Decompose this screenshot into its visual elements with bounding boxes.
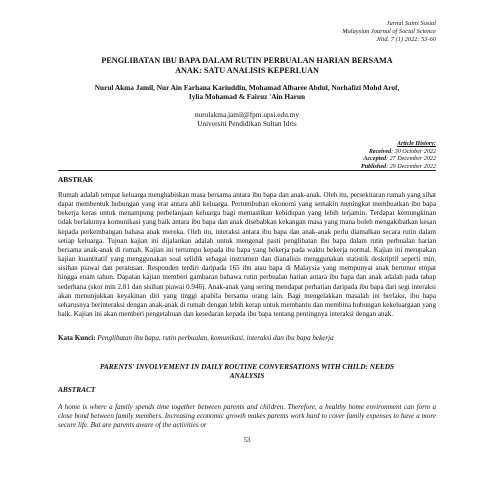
abstract-heading: ABSTRACT: [58, 385, 96, 394]
page-number: 53: [243, 436, 251, 444]
history-accepted: [361, 156, 436, 164]
abstrak-body: Rumah adalah tempat keluarga menghabiskan masa bersama antara ibu bapa dan anak-anak. Oleh itu, persekitaran rumah yang sihat dapat membentuk hubungan yang erat antara ahli keluarga. Pertumbuhan ekonomi yang semakin meningkat membuatkan ibu bapa bekerja keras untuk menampung perbelanjaan keluarga bagi memastikan kehidupan yang lebih terjamin. Terdapat kemungkinan tidak berlakunya komunikasi yang baik antara ibu bapa dan anak disebabkan kekangan masa yang mana boleh mengakibatkan kesan kepada perkembangan bahasa anak mereka. Oleh itu, interaksi antara ibu bapa dan anak-anak perlu diamalkan secara rutin dalam setiap keluarga. Tujuan kajian ini dijalankan adalah untuk mengenal pasti penglibatan ibu bapa dalam rutin perbualan harian bersama anak-anak di rumah. Kajian ini tertumpu kepada ibu bapa yang bekerja pada waktu bekerja normal. Kajian ini merupakan kajian kuantitatif yang menggunakan soal selidik sebagai instrumen dan dianalisis menggunakan statistik deskriptif seperti min, sisihan piawai dan peratusan. Responden terdiri daripada 165 ibu atau bapa di Malaysia yang mempunyai anak berumur empat hingga enam tahun. Dapatan kajian memberi gambaran bahawa rutin perbualan harian antara ibu bapa dan anak adalah pada tahap sederhana (skor min 2.81 dan sisihan piawai 0.946). Anak-anak yang sering mendapat perhatian daripada ibu bapa dari segi interaksi akan menunjukkan keyakinan diri yang tinggi apabila bersama orang lain. Bagi mengelakkan masalah ini berlaku, ibu bapa seharusnya berinteraksi dengan anak-anak di rumah dengan lebih kerap untuk membantu dan membina hubungan kekeluargaan yang baik. Kajian ini akan memberi pengetahuan dan kesedaran kepada ibu bapa tentang pentingnya interaksi dengan anak.: [58, 191, 436, 319]
english-title-line-1: PARENTS' INVOLVEMENT IN DAILY ROUTINE CONVERSATIONS WITH CHILD: NEEDS: [99, 362, 395, 371]
published-label: Published: [361, 163, 387, 170]
paper-title: [58, 56, 436, 76]
affiliation: [58, 111, 436, 129]
received-label: Received: [368, 148, 392, 155]
received-date: : 30 October 2022: [391, 148, 436, 155]
title-line-2: ANAK: SATU ANALISIS KEPERLUAN: [175, 66, 319, 75]
author-email[interactable]: nurulakma.jamil@fpm.upsi.edu.my: [195, 110, 299, 119]
article-history: [361, 141, 436, 171]
university-name: Universiti Pendidikan Sultan Idris: [197, 118, 297, 128]
keywords: [58, 334, 436, 343]
title-line-1: PENGLIBATAN IBU BAPA DALAM RUTIN PERBUALAN HARIAN BERSAMA: [101, 56, 393, 65]
journal-subtitle: Malaysian Journal of Social Science: [342, 28, 436, 35]
history-received: [361, 149, 436, 157]
abstrak-heading: ABSTRAK: [58, 175, 94, 184]
accepted-label: Accepted: [363, 156, 387, 163]
keywords-value: Penglibatan ibu bapa, rutin perbualan, komunikasi, interaksi dan ibu bapa bekerja: [97, 334, 334, 342]
history-heading: Article History:: [396, 141, 436, 147]
english-title: [58, 363, 436, 381]
journal-name: Jurnal Sains Sosial: [386, 20, 436, 27]
published-date: : 29 December 2022: [386, 163, 436, 170]
header-divider: [58, 170, 436, 171]
authors-line-1: Nurul Akma Jamil, Nur Ain Farhana Kariuddin, Mohamad Albaree Abdul, Norhafizi Mohd Arof,: [94, 83, 400, 92]
english-title-line-2: ANALYSIS: [229, 370, 265, 380]
authors-line-2: Iylia Mohamad & Fairuz 'Ain Harun: [188, 92, 306, 101]
accepted-date: : 27 December 2022: [386, 156, 436, 163]
journal-issue: Jilid. 7 (1) 2022: 53-60: [376, 36, 436, 43]
author-list: [58, 83, 436, 101]
keywords-label: Kata Kunci:: [58, 334, 96, 342]
journal-header: [342, 20, 436, 44]
abstract-body: A home is where a family spends time together between parents and children. Therefore, a healthy home environment can form a close bond between family members. Increasing economic growth makes parents work hard to cover family expenses to have a more secure life. But are parents aware of the activities or: [58, 403, 436, 430]
